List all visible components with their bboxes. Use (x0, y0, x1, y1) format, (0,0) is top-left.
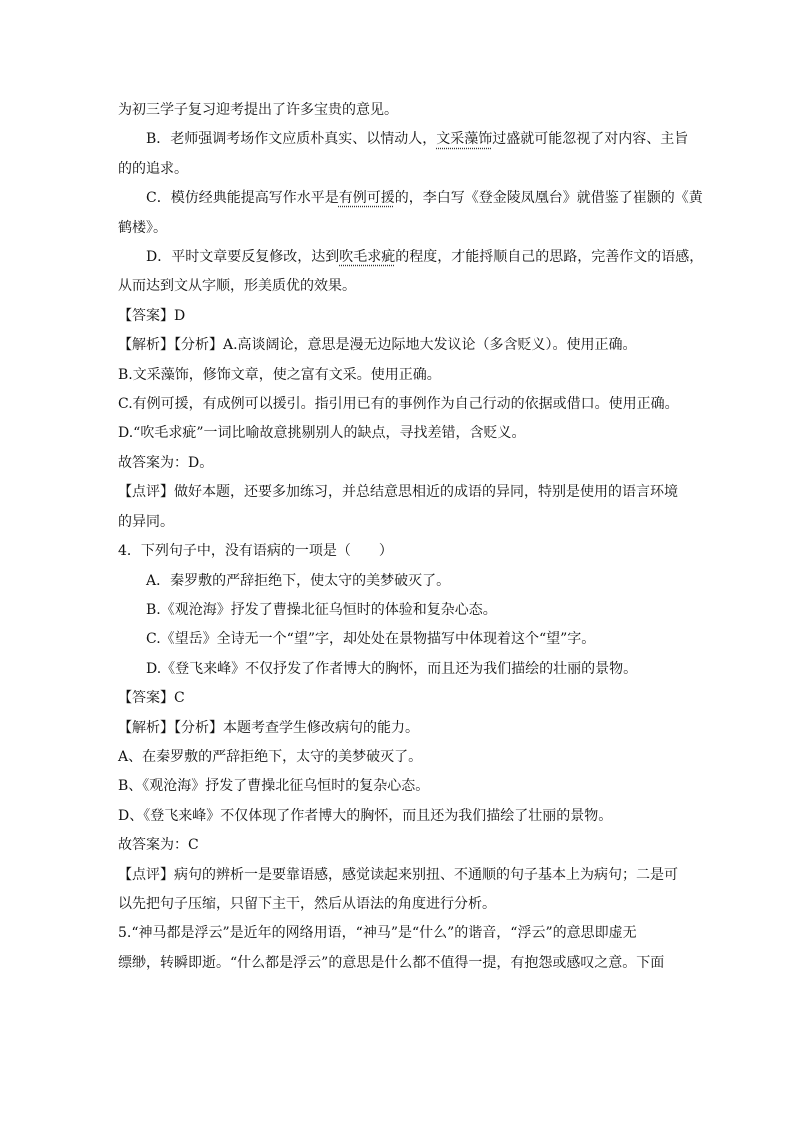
text-segment: C．模仿经典能提高写作水平是 (146, 190, 339, 207)
text-line: 缥缈，转瞬即逝。“什么都是浮云”的意思是什么都不值得一提，有抱怨或感叹之意。下面 (118, 954, 665, 971)
document-page (118, 96, 704, 978)
option-line: A．秦罗敷的严辞拒绝下，使太守的美梦破灭了。 (146, 572, 451, 589)
option-c-line (118, 184, 703, 213)
text-segment: 的程度，才能捋顺自己的思路，完善作文的语感， (395, 249, 704, 266)
text-line: A、在秦罗敷的严辞拒绝下，太守的美梦破灭了。 (118, 748, 423, 765)
comment-line: 【点评】病句的辨析一是要靠语感，感觉读起来别扭、不通顺的句子基本上为病句；二是可 (118, 866, 678, 883)
comment-line: 【点评】做好本题，还要多加练习，并总结意思相近的成语的异同，特别是使用的语言环境 (118, 484, 678, 501)
text-line: 鹤楼》。 (118, 219, 167, 236)
text-segment: 的，李白写《登金陵凤凰台》就借鉴了崔颢的《黄 (394, 190, 703, 207)
text-segment: B．老师强调考场作文应质朴真实、以情动人， (146, 131, 437, 148)
answer-line: 【答案】C (118, 690, 185, 707)
text-line: C.有例可援，有成例可以援引。指引用已有的事例作为自己行动的依据或借口。使用正确。 (118, 396, 679, 413)
text-segment: 过盛就可能忽视了对内容、主旨 (492, 131, 689, 148)
text-line: D.“吹毛求疵”一词比喻故意挑剔别人的缺点，寻找差错，含贬义。 (118, 425, 526, 442)
analysis-line: 【解析】【分析】本题考查学生修改病句的能力。 (118, 719, 419, 736)
text-line: B、《观沧海》抒发了曹操北征乌恒时的复杂心态。 (118, 778, 430, 795)
emphasized-idiom: 有例可援 (338, 190, 395, 207)
text-line: 以先把句子压缩，只留下主干，然后从语法的角度进行分析。 (118, 895, 496, 912)
option-b-line (118, 125, 689, 154)
answer-line: 【答案】D (118, 307, 186, 324)
analysis-line: 【解析】【分析】A.高谈阔论，意思是漫无边际地大发议论（多含贬义）。使用正确。 (118, 337, 637, 354)
option-line: D.《登飞来峰》不仅抒发了作者博大的胸怀，而且还为我们描绘的壮丽的景物。 (146, 660, 638, 677)
question-line: 5.“神马都是浮云”是近年的网络用语，“神马”是“什么”的谐音，“浮云”的意思即虚无 (118, 925, 637, 942)
option-line: C.《望岳》全诗无一个“望”字，却处处在景物描写中体现着这个“望”字。 (146, 631, 596, 648)
text-line: 的异同。 (118, 513, 174, 530)
text-line: 的的追求。 (118, 160, 188, 177)
text-line: D、《登飞来峰》不仅体现了作者博大的胸怀，而且还为我们描绘了壮丽的景物。 (118, 807, 613, 824)
text-line: B.文采藻饰，修饰文章，使之富有文采。使用正确。 (118, 366, 441, 383)
text-line: 为初三学子复习迎考提出了许多宝贵的意见。 (118, 102, 398, 118)
option-line: B.《观沧海》抒发了曹操北征乌恒时的体验和复杂心态。 (146, 601, 497, 618)
conclusion-line: 故答案为：C (118, 837, 199, 854)
question-line: 4．下列句子中，没有语病的一项是（ ） (118, 543, 393, 560)
emphasized-idiom: 吹毛求疵 (339, 249, 396, 266)
option-d-line (118, 243, 704, 272)
conclusion-line: 故答案为：D。 (118, 454, 214, 471)
text-segment: D．平时文章要反复修改，达到 (146, 249, 340, 266)
emphasized-idiom: 文采藻饰 (436, 131, 493, 148)
text-line: 从而达到文从字顺，形美质优的效果。 (118, 278, 356, 295)
